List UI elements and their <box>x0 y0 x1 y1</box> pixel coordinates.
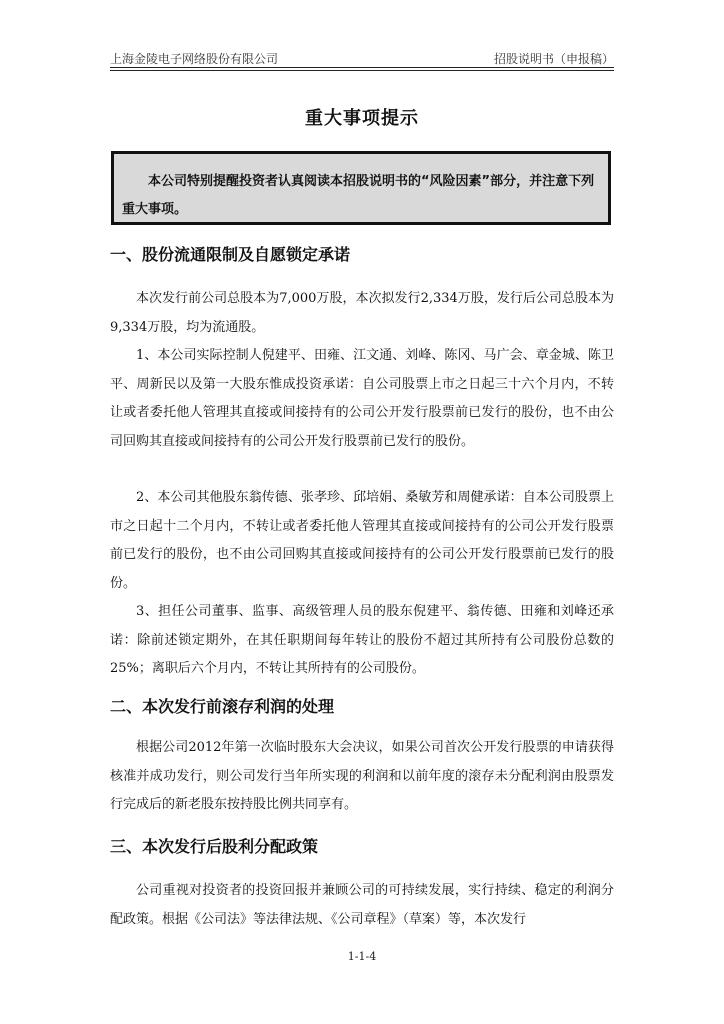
header-company-name: 上海金陵电子网络股份有限公司 <box>110 52 279 66</box>
section-heading-lockup: 一、股份流通限制及自愿锁定承诺 <box>110 245 351 264</box>
paragraph-dividend-policy: 公司重视对投资者的投资回报并兼顾公司的可持续发展，实行持续、稳定的利润分配政策。根据《公司法》等法律法规、《公司章程》（草案）等，本次发行 <box>110 883 614 927</box>
paragraph-controller-commitment: 1、本公司实际控制人倪建平、田雍、江文通、刘峰、陈冈、马广会、章金城、陈卫平、周新民以及第一大股东惟成投资承诺：自公司股票上市之日起三十六个月内，不转让或者委托他人管理其直接或间接持有的公司公开发行股票前已发行的股份，也不由公司回购其直接或间接持有的公司公开发行股票前已发行的股份。 <box>110 348 614 449</box>
notice-text: 本公司特别提醒投资者认真阅读本招股说明书的“风险因素”部分，并注意下列重大事项。 <box>122 174 595 217</box>
page-header <box>110 50 614 67</box>
page-title: 重大事项提示 <box>305 108 419 129</box>
page-number: 1-1-4 <box>347 950 377 963</box>
paragraph-directors-commitment: 3、担任公司董事、监事、高级管理人员的股东倪建平、翁传德、田雍和刘峰还承诺：除前述锁定期外，在其任职期间每年转让的股份不超过其所持有公司股份总数的25%；离职后六个月内，不转让其所持有的公司股份。 <box>110 604 614 676</box>
paragraph-retained-profits: 根据公司2012年第一次临时股东大会决议，如果公司首次公开发行股票的申请获得核准并成功发行，则公司发行当年所实现的利润和以前年度的滚存未分配利润由股票发行完成后的新老股东按持股比例共同享有。 <box>110 740 614 812</box>
notice-box <box>111 151 611 225</box>
section-heading-dividend-policy: 三、本次发行后股利分配政策 <box>110 837 319 856</box>
header-divider <box>110 67 614 68</box>
section-heading-retained-profits: 二、本次发行前滚存利润的处理 <box>110 697 335 716</box>
header-document-type: 招股说明书（申报稿） <box>493 52 614 66</box>
paragraph-share-capital: 本次发行前公司总股本为7,000万股，本次拟发行2,334万股，发行后公司总股本为9,334万股，均为流通股。 <box>110 291 614 335</box>
header-divider-secondary <box>110 70 614 71</box>
paragraph-other-shareholders-commitment: 2、本公司其他股东翁传德、张孝珍、邱培娟、桑敏芳和周健承诺：自本公司股票上市之日起十二个月内，不转让或者委托他人管理其直接或间接持有的公司公开发行股票前已发行的股份，也不由公司回购其直接或间接持有的公司公开发行股票前已发行的股份。 <box>110 490 614 591</box>
